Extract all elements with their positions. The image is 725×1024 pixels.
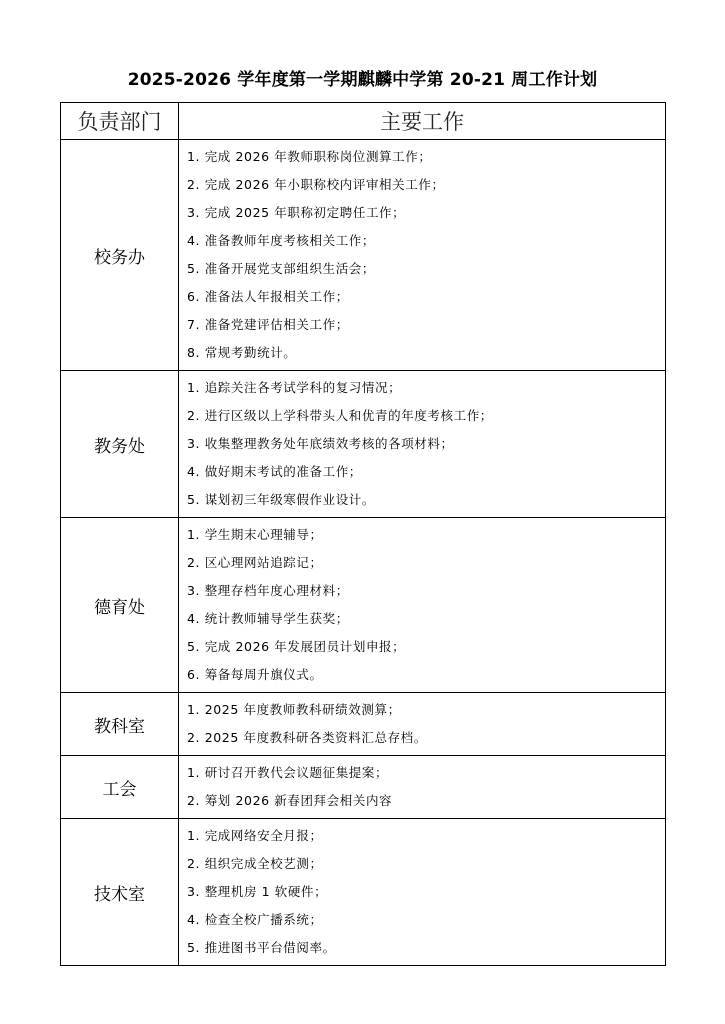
- table-row: [61, 756, 666, 819]
- department-cell: 德育处: [61, 518, 179, 693]
- task-item: 4. 准备教师年度考核相关工作；: [187, 233, 376, 248]
- table-row: [61, 693, 666, 756]
- table-row: [61, 371, 666, 518]
- table-row: [61, 819, 666, 966]
- task-item: 1. 完成 2026 年教师职称岗位测算工作；: [187, 149, 432, 164]
- tasks-cell: [179, 371, 666, 518]
- task-item: 1. 追踪关注各考试学科的复习情况；: [187, 380, 402, 395]
- table-row: [61, 518, 666, 693]
- task-list: [179, 521, 665, 689]
- department-cell: 教科室: [61, 693, 179, 756]
- task-item: 3. 完成 2025 年职称初定聘任工作；: [187, 205, 406, 220]
- task-item: 1. 2025 年度教师教科研绩效测算；: [187, 702, 401, 717]
- table-row: [61, 140, 666, 371]
- work-plan-table: [60, 102, 666, 966]
- task-list: [179, 759, 665, 815]
- department-cell: 教务处: [61, 371, 179, 518]
- task-item: 5. 推进图书平台借阅率。: [187, 940, 336, 955]
- task-item: 6. 准备法人年报相关工作；: [187, 289, 349, 304]
- task-item: 3. 整理机房 1 软硬件；: [187, 884, 328, 899]
- task-item: 8. 常规考勤统计。: [187, 345, 297, 360]
- tasks-cell: [179, 140, 666, 371]
- task-item: 6. 筹备每周升旗仪式。: [187, 667, 323, 682]
- task-list: [179, 696, 665, 752]
- task-item: 2. 筹划 2026 新春团拜会相关内容: [187, 793, 393, 808]
- task-item: 2. 组织完成全校艺测；: [187, 856, 323, 871]
- document-title: 2025-2026 学年度第一学期麒麟中学第 20-21 周工作计划: [127, 70, 598, 90]
- task-item: 5. 谋划初三年级寒假作业设计。: [187, 492, 376, 507]
- tasks-cell: [179, 693, 666, 756]
- task-item: 1. 完成网络安全月报；: [187, 828, 323, 843]
- task-item: 7. 准备党建评估相关工作；: [187, 317, 349, 332]
- tasks-cell: [179, 756, 666, 819]
- task-list: [179, 143, 665, 367]
- task-item: 1. 学生期末心理辅导；: [187, 527, 323, 542]
- task-item: 4. 检查全校广播系统；: [187, 912, 323, 927]
- department-cell: 技术室: [61, 819, 179, 966]
- task-item: 5. 准备开展党支部组织生活会；: [187, 261, 376, 276]
- task-item: 2. 区心理网站追踪记；: [187, 555, 323, 570]
- task-item: 4. 做好期末考试的准备工作；: [187, 464, 362, 479]
- header-department: 负责部门: [61, 103, 179, 140]
- task-item: 2. 进行区级以上学科带头人和优青的年度考核工作；: [187, 408, 493, 423]
- tasks-cell: [179, 518, 666, 693]
- task-item: 3. 整理存档年度心理材料；: [187, 583, 349, 598]
- tasks-cell: [179, 819, 666, 966]
- task-item: 2. 2025 年度教科研各类资料汇总存档。: [187, 730, 427, 745]
- header-main-work: 主要工作: [179, 103, 666, 140]
- task-item: 2. 完成 2026 年小职称校内评审相关工作；: [187, 177, 445, 192]
- task-item: 3. 收集整理教务处年底绩效考核的各项材料；: [187, 436, 454, 451]
- task-item: 5. 完成 2026 年发展团员计划申报；: [187, 639, 406, 654]
- table-header-row: [61, 103, 666, 140]
- department-cell: 校务办: [61, 140, 179, 371]
- department-cell: 工会: [61, 756, 179, 819]
- task-item: 4. 统计教师辅导学生获奖；: [187, 611, 349, 626]
- task-list: [179, 374, 665, 514]
- task-list: [179, 822, 665, 962]
- task-item: 1. 研讨召开教代会议题征集提案；: [187, 765, 389, 780]
